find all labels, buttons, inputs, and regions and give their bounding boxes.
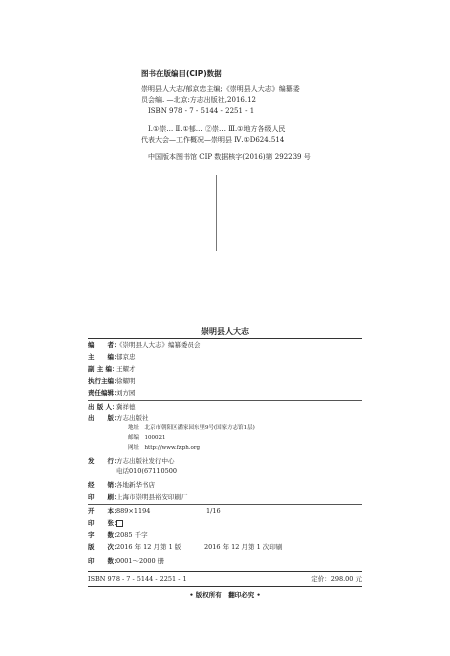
row-edition <box>88 542 362 552</box>
divider-line <box>216 175 217 251</box>
vice-label: 副 主 编： <box>88 365 119 373</box>
phone: 电话010(67110500 <box>116 467 178 475</box>
format-fold: 1/16 <box>206 507 221 515</box>
rule-2 <box>88 504 362 505</box>
edition-label: 版 次： <box>88 543 121 551</box>
row-dist <box>88 480 362 490</box>
row-vice <box>88 364 362 374</box>
row-editor <box>88 340 362 350</box>
book-title: 崇明县人大志 <box>201 327 249 336</box>
cip-heading: 图书在版编目(CIP)数据 <box>141 69 222 78</box>
cip-line-1: 崇明县人大志/郁京忠主编;《崇明县人大志》编纂委 <box>141 85 300 93</box>
rule-1 <box>88 400 362 401</box>
row-pub <box>88 413 362 423</box>
rule-3 <box>88 571 362 572</box>
chief-value: 郁京忠 <box>116 353 136 361</box>
exec-label: 执行主编： <box>88 377 121 385</box>
rule-top <box>88 338 362 339</box>
row-address <box>88 423 362 433</box>
row-copies <box>88 556 362 566</box>
row-isbn <box>88 574 362 584</box>
postcode: 邮编 100021 <box>128 435 166 441</box>
resp-value: 刘方园 <box>116 389 136 397</box>
format-value: 889×1194 <box>116 507 151 515</box>
printing-value: 2016 年 12 月第 1 次印刷 <box>204 543 283 551</box>
cip-line-4: Ⅰ.①崇… Ⅱ.①郁… ②崇… Ⅲ.①地方各级人民 <box>148 125 286 133</box>
sheets-label: 印 张： <box>88 519 121 527</box>
address: 地址 北京市朝阳区潘家园东里9号(国家方志馆1层) <box>128 425 255 431</box>
row-publisher <box>88 402 362 412</box>
exec-value: 徐耀明 <box>116 377 136 385</box>
sheets-box <box>116 520 123 527</box>
row-issue <box>88 456 362 466</box>
website: 网址 http://www.fzph.org <box>128 445 200 451</box>
editor-label: 编 者： <box>88 341 121 349</box>
print-label: 印 刷： <box>88 493 121 501</box>
pub-label: 出 版： <box>88 414 121 422</box>
row-exec <box>88 376 362 386</box>
editor-value: 《崇明县人大志》编纂委员会 <box>116 341 201 349</box>
row-resp <box>88 388 362 398</box>
cip-line-6: 中国版本图书馆 CIP 数据核字(2016)第 292239 号 <box>148 153 311 161</box>
copies-label: 印 数： <box>88 557 121 565</box>
chief-label: 主 编： <box>88 353 121 361</box>
rule-4 <box>88 586 362 587</box>
rights-notice: • 版权所有 翻印必究 • <box>189 591 261 599</box>
format-label: 开 本： <box>88 507 121 515</box>
row-format <box>88 506 362 516</box>
edition-value: 2016 年 12 月第 1 版 <box>116 543 182 551</box>
isbn: ISBN 978 - 7 - 5144 - 2251 - 1 <box>88 575 187 583</box>
price: 定价：298.00 元 <box>311 575 362 583</box>
sheets-value <box>116 518 123 528</box>
cip-line-5: 代表大会—工作概况—崇明县 Ⅳ.①D624.514 <box>141 136 285 144</box>
row-postcode <box>88 433 362 443</box>
cip-isbn: ISBN 978 - 7 - 5144 - 2251 - 1 <box>148 107 255 115</box>
publisher-label: 出 版 人： <box>88 403 119 411</box>
print-value: 上海市崇明县裕安印刷厂 <box>116 493 188 501</box>
publisher-value: 冀祥德 <box>116 403 136 411</box>
row-phone <box>88 466 362 476</box>
vice-value: 王耀才 <box>116 365 136 373</box>
dist-value: 各地新华书店 <box>116 481 155 489</box>
row-print <box>88 492 362 502</box>
words-value: 2085 千字 <box>116 531 148 539</box>
row-words <box>88 530 362 540</box>
cip-line-2: 员会编. —北京:方志出版社,2016.12 <box>141 96 256 104</box>
row-website <box>88 443 362 453</box>
words-label: 字 数： <box>88 531 121 539</box>
copies-value: 0001～2000 册 <box>116 557 165 565</box>
row-sheets <box>88 518 362 528</box>
row-chief <box>88 352 362 362</box>
issue-label: 发 行： <box>88 457 121 465</box>
issue-value: 方志出版社发行中心 <box>116 457 175 465</box>
dist-label: 经 销： <box>88 481 121 489</box>
pub-value: 方志出版社 <box>116 414 149 422</box>
resp-label: 责任编辑： <box>88 389 121 397</box>
